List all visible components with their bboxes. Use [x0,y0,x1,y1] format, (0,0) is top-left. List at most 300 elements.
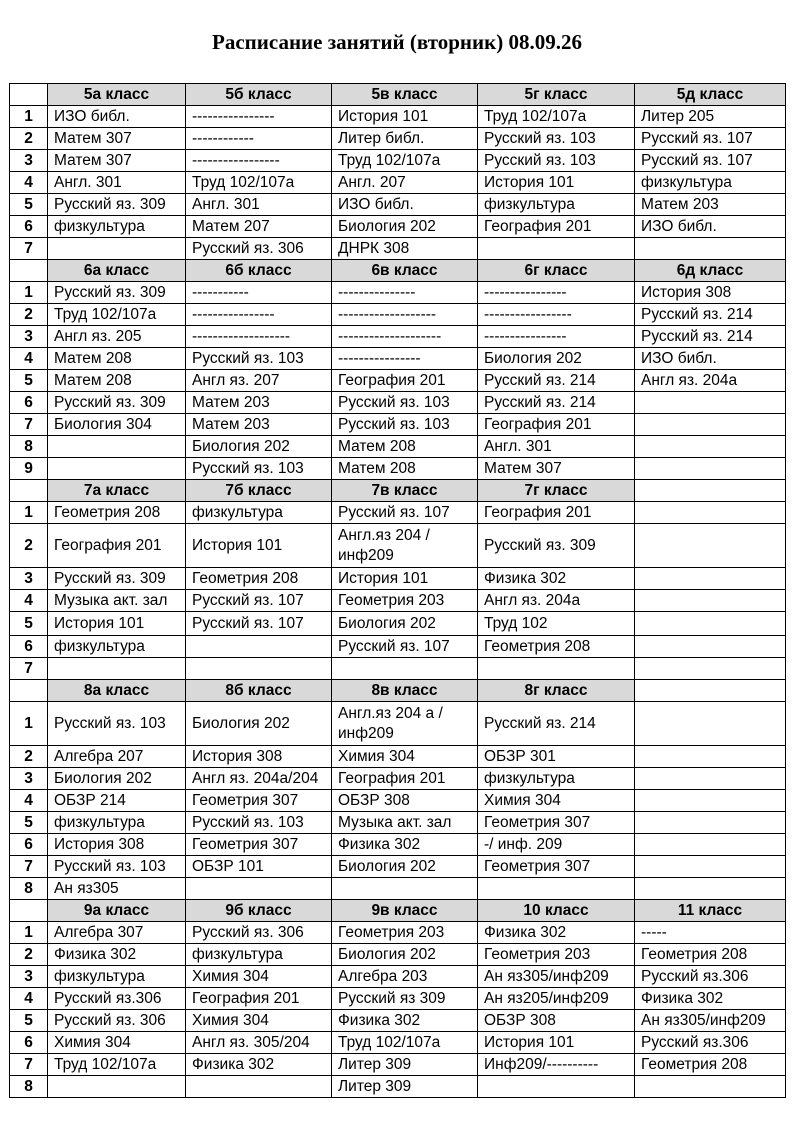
lesson-cell: Русский яз. 306 [186,238,332,260]
class-header-cell: 7г класс [478,480,635,502]
lesson-cell: Русский яз. 107 [635,128,786,150]
lesson-row [10,590,786,612]
lesson-cell: ИЗО библ. [332,194,478,216]
lesson-number: 2 [10,746,48,768]
lesson-cell: Геометрия 307 [478,812,635,834]
lesson-cell [635,392,786,414]
lesson-cell: География 201 [48,524,186,568]
lesson-number: 1 [10,702,48,746]
lesson-number: 8 [10,1076,48,1098]
lesson-cell: ----- [635,922,786,944]
lesson-cell: Русский яз. 103 [186,348,332,370]
lesson-row [10,216,786,238]
lesson-cell: Труд 102/107а [48,304,186,326]
lesson-cell: Русский яз. 107 [186,590,332,612]
lesson-cell [186,658,332,680]
lesson-cell: ---------------- [478,326,635,348]
lesson-cell: Биология 202 [186,702,332,746]
lesson-cell: ------------------- [332,304,478,326]
class-header-cell: 5г класс [478,84,635,106]
lesson-cell: География 201 [332,768,478,790]
lesson-cell: физкультура [48,636,186,658]
lesson-cell: Матем 203 [635,194,786,216]
lesson-cell: ---------------- [186,304,332,326]
lesson-row [10,128,786,150]
lesson-cell: ------------------- [186,326,332,348]
lesson-cell: Матем 208 [48,370,186,392]
lesson-row [10,304,786,326]
lesson-number: 4 [10,988,48,1010]
page-title: Расписание занятий (вторник) 08.09.26 [212,30,582,54]
lesson-cell: Русский яз. 103 [332,392,478,414]
header-corner-cell [10,900,48,922]
lesson-row [10,612,786,636]
lesson-cell: Англ яз. 204а [478,590,635,612]
lesson-cell: Русский яз. 103 [332,414,478,436]
lesson-cell: География 201 [332,370,478,392]
lesson-cell: ---------------- [478,282,635,304]
lesson-cell: ----------------- [186,150,332,172]
lesson-cell: Биология 202 [48,768,186,790]
lesson-cell: Матем 307 [48,128,186,150]
lesson-number: 5 [10,812,48,834]
lesson-cell: Химия 304 [48,1032,186,1054]
class-header-row [10,84,786,106]
lesson-number: 1 [10,502,48,524]
lesson-row [10,922,786,944]
lesson-cell: Биология 202 [332,216,478,238]
lesson-cell: Русский яз. 309 [48,568,186,590]
class-header-cell: 6а класс [48,260,186,282]
lesson-cell: Геометрия 203 [332,590,478,612]
lesson-number: 2 [10,944,48,966]
lesson-number: 4 [10,590,48,612]
lesson-number: 1 [10,282,48,304]
lesson-cell: Англ яз. 205 [48,326,186,348]
lesson-cell [635,658,786,680]
lesson-cell: ОБЗР 214 [48,790,186,812]
class-header-cell: 7в класс [332,480,478,502]
lesson-cell: География 201 [478,502,635,524]
lesson-cell [478,878,635,900]
lesson-number: 2 [10,304,48,326]
lesson-cell: Алгебра 203 [332,966,478,988]
lesson-cell: География 201 [478,414,635,436]
lesson-cell: Ан яз205/инф209 [478,988,635,1010]
lesson-row [10,1076,786,1098]
header-corner-cell [10,680,48,702]
lesson-cell: Инф209/---------- [478,1054,635,1076]
lesson-cell: физкультура [48,216,186,238]
lesson-cell: Физика 302 [478,922,635,944]
class-header-cell: 5б класс [186,84,332,106]
lesson-cell: Геометрия 307 [186,834,332,856]
lesson-cell [635,746,786,768]
lesson-cell [478,238,635,260]
lesson-number: 9 [10,458,48,480]
lesson-cell: Англ яз. 204а/204 [186,768,332,790]
lesson-cell [186,878,332,900]
lesson-number: 3 [10,568,48,590]
lesson-cell: Англ.яз 204 а /инф209 [332,702,478,746]
lesson-cell [635,702,786,746]
lesson-cell: ОБЗР 308 [332,790,478,812]
lesson-cell: Русский яз.306 [48,988,186,1010]
lesson-cell: Матем 207 [186,216,332,238]
lesson-cell: Труд 102/107а [332,150,478,172]
lesson-row [10,966,786,988]
lesson-cell [635,414,786,436]
lesson-cell [635,790,786,812]
lesson-cell: История 101 [48,612,186,636]
lesson-cell: Геометрия 208 [635,944,786,966]
lesson-number: 4 [10,172,48,194]
lesson-cell: Матем 208 [332,436,478,458]
lesson-cell: Русский яз. 309 [478,524,635,568]
lesson-cell: ----------- [186,282,332,304]
lesson-cell: Биология 304 [48,414,186,436]
lesson-cell: Русский яз. 107 [186,612,332,636]
lesson-cell: История 101 [332,568,478,590]
class-header-row [10,680,786,702]
lesson-cell: ---------------- [332,348,478,370]
lesson-cell: Русский яз. 214 [478,702,635,746]
schedule-table [9,83,786,1098]
lesson-cell: Алгебра 307 [48,922,186,944]
lesson-cell: ----------------- [478,304,635,326]
lesson-cell: ОБЗР 308 [478,1010,635,1032]
lesson-cell: Литер 309 [332,1054,478,1076]
lesson-cell: Литер библ. [332,128,478,150]
lesson-cell: Русский яз.306 [635,966,786,988]
lesson-cell: ИЗО библ. [635,348,786,370]
lesson-cell: Англ. 301 [186,194,332,216]
lesson-cell: История 308 [635,282,786,304]
class-header-cell: 8в класс [332,680,478,702]
lesson-cell: физкультура [186,502,332,524]
lesson-cell: Геометрия 208 [635,1054,786,1076]
class-header-row [10,260,786,282]
lesson-number: 3 [10,150,48,172]
lesson-cell: Русский яз. 103 [186,458,332,480]
lesson-number: 3 [10,768,48,790]
class-header-cell: 6д класс [635,260,786,282]
lesson-cell: Русский яз. 214 [478,370,635,392]
class-header-cell: 6в класс [332,260,478,282]
lesson-cell [635,612,786,636]
lesson-number: 3 [10,966,48,988]
lesson-row [10,658,786,680]
lesson-cell: Труд 102/107а [48,1054,186,1076]
lesson-row [10,988,786,1010]
lesson-cell: Геометрия 208 [478,636,635,658]
lesson-cell [635,524,786,568]
lesson-cell: Русский яз. 103 [48,856,186,878]
lesson-number: 5 [10,194,48,216]
lesson-number: 4 [10,348,48,370]
lesson-row [10,282,786,304]
header-corner-cell [10,260,48,282]
lesson-row [10,370,786,392]
lesson-row [10,790,786,812]
lesson-cell [635,436,786,458]
lesson-number: 5 [10,612,48,636]
lesson-cell: ДНРК 308 [332,238,478,260]
class-header-cell: 5в класс [332,84,478,106]
lesson-cell: ИЗО библ. [635,216,786,238]
lesson-cell: Англ. 301 [48,172,186,194]
lesson-number: 3 [10,326,48,348]
lesson-row [10,1054,786,1076]
lesson-cell: Англ.яз 204 /инф209 [332,524,478,568]
lesson-cell: физкультура [635,172,786,194]
lesson-cell [48,658,186,680]
header-corner-cell [10,84,48,106]
lesson-cell: История 101 [332,106,478,128]
lesson-cell: физкультура [186,944,332,966]
lesson-row [10,702,786,746]
lesson-cell: История 308 [48,834,186,856]
lesson-row [10,458,786,480]
lesson-row [10,348,786,370]
lesson-cell: География 201 [186,988,332,1010]
lesson-cell: Англ яз. 207 [186,370,332,392]
lesson-cell: физкультура [48,966,186,988]
class-header-row [10,900,786,922]
lesson-cell: Ан яз305/инф209 [478,966,635,988]
class-header-cell: 9а класс [48,900,186,922]
lesson-cell: Англ. 301 [478,436,635,458]
lesson-cell: Русский яз. 309 [48,282,186,304]
lesson-cell: физкультура [48,812,186,834]
lesson-cell: -------------------- [332,326,478,348]
lesson-number: 2 [10,524,48,568]
class-header-cell: 6г класс [478,260,635,282]
lesson-cell: Англ яз. 305/204 [186,1032,332,1054]
lesson-row [10,878,786,900]
lesson-cell: Матем 203 [186,414,332,436]
lesson-cell: История 101 [478,172,635,194]
class-header-cell: 5д класс [635,84,786,106]
lesson-row [10,856,786,878]
lesson-row [10,150,786,172]
lesson-cell: Матем 208 [48,348,186,370]
lesson-cell: Англ. 207 [332,172,478,194]
lesson-cell [635,878,786,900]
lesson-cell: Труд 102/107а [478,106,635,128]
lesson-cell: Русский яз 309 [332,988,478,1010]
lesson-row [10,326,786,348]
lesson-row [10,812,786,834]
lesson-cell [478,658,635,680]
lesson-cell: Русский яз. 214 [635,326,786,348]
class-header-cell: 8г класс [478,680,635,702]
lesson-cell: Русский яз. 107 [332,636,478,658]
lesson-number: 8 [10,878,48,900]
lesson-cell: --------------- [332,282,478,304]
lesson-number: 6 [10,1032,48,1054]
lesson-cell: ОБЗР 301 [478,746,635,768]
lesson-cell [635,834,786,856]
lesson-cell: Физика 302 [48,944,186,966]
class-header-cell: 8б класс [186,680,332,702]
class-header-cell: 9б класс [186,900,332,922]
lesson-cell [186,1076,332,1098]
lesson-cell: Химия 304 [186,966,332,988]
lesson-cell: -/ инф. 209 [478,834,635,856]
lesson-cell: История 308 [186,746,332,768]
lesson-cell [635,568,786,590]
class-header-cell: 9в класс [332,900,478,922]
lesson-row [10,172,786,194]
lesson-cell: ИЗО библ. [48,106,186,128]
lesson-number: 2 [10,128,48,150]
lesson-cell: География 201 [478,216,635,238]
lesson-cell: Русский яз. 107 [635,150,786,172]
lesson-cell: Физика 302 [186,1054,332,1076]
lesson-row [10,834,786,856]
lesson-cell [478,1076,635,1098]
lesson-cell [186,636,332,658]
lesson-cell [332,658,478,680]
lesson-cell: Русский яз. 103 [478,128,635,150]
lesson-cell: Биология 202 [186,436,332,458]
lesson-cell: Химия 304 [478,790,635,812]
lesson-cell: Биология 202 [478,348,635,370]
lesson-row [10,436,786,458]
lesson-cell: Русский яз. 103 [186,812,332,834]
lesson-cell: Русский яз.306 [635,1032,786,1054]
lesson-row [10,392,786,414]
lesson-cell: Геометрия 208 [186,568,332,590]
lesson-cell: Русский яз. 309 [48,392,186,414]
lesson-row [10,636,786,658]
lesson-cell [48,238,186,260]
lesson-cell: Ан яз305 [48,878,186,900]
lesson-cell: История 101 [478,1032,635,1054]
lesson-row [10,1010,786,1032]
lesson-number: 4 [10,790,48,812]
lesson-row [10,1032,786,1054]
lesson-cell: Матем 208 [332,458,478,480]
lesson-cell: Труд 102/107а [332,1032,478,1054]
lesson-row [10,502,786,524]
lesson-number: 6 [10,834,48,856]
class-header-cell: 7а класс [48,480,186,502]
lesson-cell: Геометрия 307 [186,790,332,812]
lesson-cell: Матем 307 [48,150,186,172]
lesson-row [10,568,786,590]
class-header-cell: 10 класс [478,900,635,922]
lesson-number: 1 [10,922,48,944]
class-header-row [10,480,786,502]
lesson-number: 7 [10,414,48,436]
lesson-cell: физкультура [478,194,635,216]
lesson-number: 7 [10,238,48,260]
lesson-cell: Химия 304 [332,746,478,768]
lesson-cell [48,1076,186,1098]
lesson-cell [635,458,786,480]
lesson-cell [635,502,786,524]
lesson-number: 5 [10,370,48,392]
lesson-row [10,746,786,768]
lesson-cell [332,878,478,900]
lesson-cell: Русский яз. 214 [635,304,786,326]
lesson-cell [635,812,786,834]
lesson-cell: Биология 202 [332,612,478,636]
lesson-cell: Физика 302 [478,568,635,590]
lesson-number: 6 [10,392,48,414]
lesson-cell: Труд 102 [478,612,635,636]
lesson-cell [635,768,786,790]
lesson-cell [48,436,186,458]
class-header-cell: 7б класс [186,480,332,502]
lesson-cell: Алгебра 207 [48,746,186,768]
lesson-cell: Англ яз. 204а [635,370,786,392]
lesson-cell: Химия 304 [186,1010,332,1032]
lesson-cell: Ан яз305/инф209 [635,1010,786,1032]
lesson-cell: Труд 102/107а [186,172,332,194]
lesson-cell: Биология 202 [332,944,478,966]
class-header-cell: 5а класс [48,84,186,106]
lesson-cell: Физика 302 [635,988,786,1010]
lesson-cell: Русский яз. 103 [48,702,186,746]
lesson-cell [635,1076,786,1098]
lesson-cell: ---------------- [186,106,332,128]
lesson-row [10,524,786,568]
lesson-cell: ОБЗР 101 [186,856,332,878]
lesson-number: 7 [10,856,48,878]
lesson-number: 1 [10,106,48,128]
class-header-cell [635,480,786,502]
lesson-cell: физкультура [478,768,635,790]
lesson-cell [635,238,786,260]
lesson-cell: Матем 307 [478,458,635,480]
lesson-cell: Русский яз. 309 [48,194,186,216]
lesson-cell [635,636,786,658]
lesson-number: 6 [10,216,48,238]
lesson-row [10,194,786,216]
lesson-cell: Геометрия 203 [332,922,478,944]
lesson-number: 6 [10,636,48,658]
lesson-cell: Русский яз. 107 [332,502,478,524]
lesson-cell: Геометрия 203 [478,944,635,966]
lesson-row [10,238,786,260]
lesson-cell: Музыка акт. зал [332,812,478,834]
lesson-cell [635,590,786,612]
lesson-row [10,414,786,436]
lesson-cell [635,856,786,878]
class-header-cell: 6б класс [186,260,332,282]
lesson-cell: Русский яз. 214 [478,392,635,414]
lesson-row [10,768,786,790]
lesson-cell: Литер 309 [332,1076,478,1098]
lesson-cell: Биология 202 [332,856,478,878]
lesson-cell: Музыка акт. зал [48,590,186,612]
lesson-cell [48,458,186,480]
lesson-cell: Русский яз. 103 [478,150,635,172]
lesson-cell: Литер 205 [635,106,786,128]
lesson-number: 7 [10,1054,48,1076]
lesson-cell: Геометрия 307 [478,856,635,878]
lesson-cell: ------------ [186,128,332,150]
class-header-cell: 8а класс [48,680,186,702]
lesson-cell: Русский яз. 306 [48,1010,186,1032]
lesson-cell: Геометрия 208 [48,502,186,524]
header-corner-cell [10,480,48,502]
lesson-number: 5 [10,1010,48,1032]
lesson-cell: История 101 [186,524,332,568]
